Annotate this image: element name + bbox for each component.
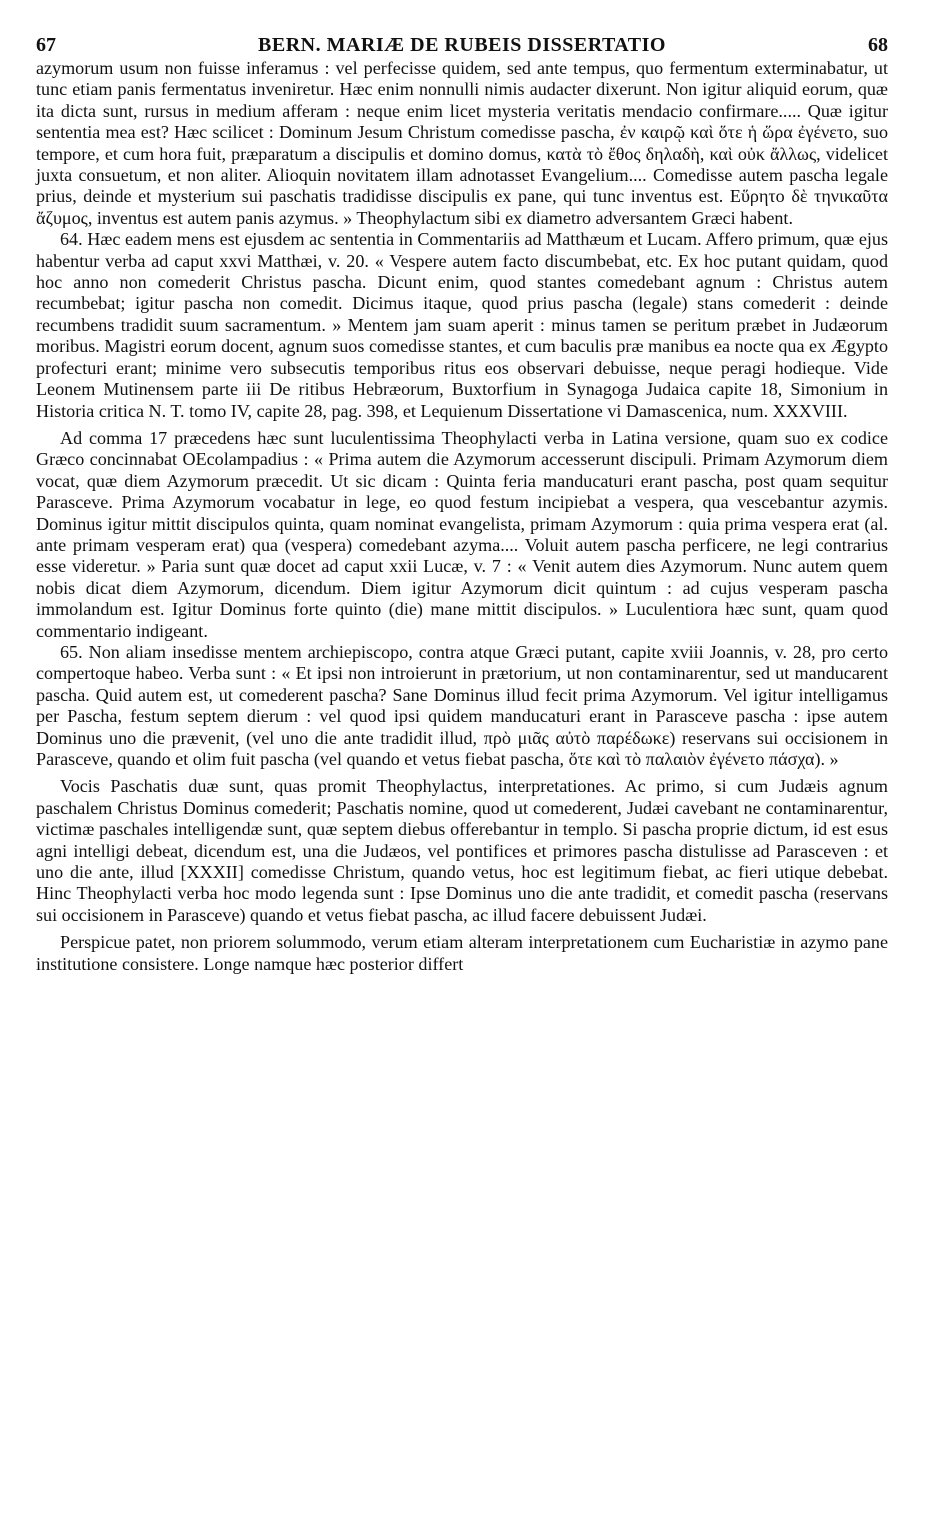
running-header: [36, 34, 888, 56]
paragraph: Vocis Paschatis duæ sunt, quas promit Theophylactus, interpretationes. Ac primo, si cum Judæis agnum paschalem Christus Dominus comederit; Paschatis nomine, quod ut comederent, Judæi cavebant ne contaminarentur, victimæ paschales intelligendæ sunt, quæ septem diebus offerebantur in templo. Si pascha proprie dictum, id est esus agni intelligi debeat, dicendum est, una die Judæos, vel pontifices et primores pascha distulisse ad Parasceven : et uno die ante, illud [XXXII] comedisse Christum, quando vetus, hoc est legitimum fiebat, ac fieri utique debebat. Hinc Theophylacti verba hoc modo legenda sunt : Ipse Dominus uno die ante tradidit, et comedit pascha (reservans sui occisionem in Parasceve) quando et vetus fiebat pascha, ac illud facere debuissent Judæi.: [36, 776, 888, 925]
page-number-right: 68: [867, 34, 888, 56]
paragraph: 65. Non aliam insedisse mentem archiepiscopo, contra atque Græci putant, capite xviii Joannis, v. 28, pro certo compertoque habeo. Verba sunt : « Et ipsi non introierunt in prætorium, ut non contaminarentur, sed ut manducarent pascha. Quid autem est, ut comederent pascha? Sane Dominus illud fecit prima Azymorum. Vel igitur intelligamus per Pascha, festum septem dierum : vel quod ipsi quidem manducaturi erant in Parasceve pascha : ipse autem Dominus uno die prævenit, (vel uno die ante tradidit illud, πρὸ μιᾶς αὐτὸ παρέδωκε) reservans sui occisionem in Parasceve, quando et olim fuit pascha (vel quando et vetus fiebat pascha, ὅτε καὶ τὸ παλαιὸν ἐγένετο πάσχα). »: [36, 641, 888, 769]
document-page: [36, 34, 888, 975]
paragraph: Perspicue patet, non priorem solummodo, verum etiam alteram interpretationem cum Eucharistiæ in azymo pane institutione consistere. Longe namque hæc posterior differt: [36, 932, 888, 974]
running-title: BERN. MARIÆ DE RUBEIS DISSERTATIO: [258, 34, 666, 56]
paragraph: azymorum usum non fuisse inferamus : vel perfecisse quidem, sed ante tempus, quo fermentum exterminabatur, ut tunc etiam panis fermentatus inveniretur. Hæc enim nonnulli nimis audacter dixerunt. Non igitur aliquid eorum, quæ ita dicta sunt, rursus in medium afferam : neque enim licet mysteria veritatis mendacio confirmare..... Quæ igitur sententia mea est? Hæc scilicet : Dominum Jesum Christum comedisse pascha, ἐν καιρῷ καὶ ὅτε ἡ ὥρα ἐγένετο, suo tempore, et cum hora fuit, præparatum a discipulis et domino domus, κατὰ τὸ ἔθος δηλαδὴ, καὶ οὐκ ἄλλως, videlicet juxta consuetum, et non aliter. Alioquin novitatem illam adnotasset Evangelium.... Comedisse autem pascha legale prius, deinde et mysterium sui paschatis tradidisse discipulis ex pane, qui tunc inventus est. Εὕρητο δὲ τηνικαῦτα ἄζυμος, inventus est autem panis azymus. » Theophylactum sibi ex diametro adversantem Græci habent.: [36, 58, 888, 228]
page-number-left: 67: [36, 34, 56, 56]
paragraph: Ad comma 17 præcedens hæc sunt luculentissima Theophylacti verba in Latina versione, quam suo ex codice Græco concinnabat OEcolampadius : « Prima autem die Azymorum accesserunt discipuli. Primam Azymorum diem vocat, quæ diem Azymorum præcedit. Ut sic dicam : Quinta feria manducaturi erant pascha, post quam sequitur Parasceve. Prima Azymorum vocabatur in lege, eo quod festum incipiebat a vespera, qua vescebantur azymis. Dominus igitur mittit discipulos quinta, quam nominat evangelista, primam Azymorum : quia prima vespera erat (al. ante primam vesperam erat) qua (vespera) comedebant azyma.... Voluit autem pascha perficere, ne legi contrarius esse videretur. » Paria sunt quæ docet ad caput xxii Lucæ, v. 7 : « Venit autem dies Azymorum. Nunc autem quem nobis dicat diem Azymorum, dicendum. Diem igitur Azymorum dicit quintum : ad cujus vesperam pascha immolandum est. Igitur Dominus forte quinto (die) mane mittit discipulos. » Luculentiora hæc sunt, quam quod commentario indigeant.: [36, 427, 888, 641]
paragraph: 64. Hæc eadem mens est ejusdem ac sententia in Commentariis ad Matthæum et Lucam. Affero primum, quæ ejus habentur verba ad caput xxvi Matthæi, v. 20. « Vespere autem facto discumbebat, etc. Ex hoc putant quidam, quod hoc anno non comederit Christus pascha. Dicunt enim, quod stantes comedebant agnum : Christus autem recumbebat; igitur pascha non comedit. Dicimus itaque, quod prius pascha (legale) stans comederit : deinde recumbens tradidit suum sacramentum. » Mentem jam suam aperit : minus tamen se peritum præbet in Judæorum moribus. Magistri eorum docent, agnum suos comedisse stantes, et cum baculis præ manibus ea nocte qua ex Ægypto profecturi erant; minime vero subsecutis temporibus ritus eos observari debuisse, neque peragi hodieque. Vide Leonem Mutinensem parte iii De ritibus Hebræorum, Buxtorfium in Synagoga Judaica capite 18, Simonium in Historia critica N. T. tomo IV, capite 28, pag. 398, et Lequienum Dissertatione vi Damascenica, num. XXXVIII.: [36, 229, 888, 421]
